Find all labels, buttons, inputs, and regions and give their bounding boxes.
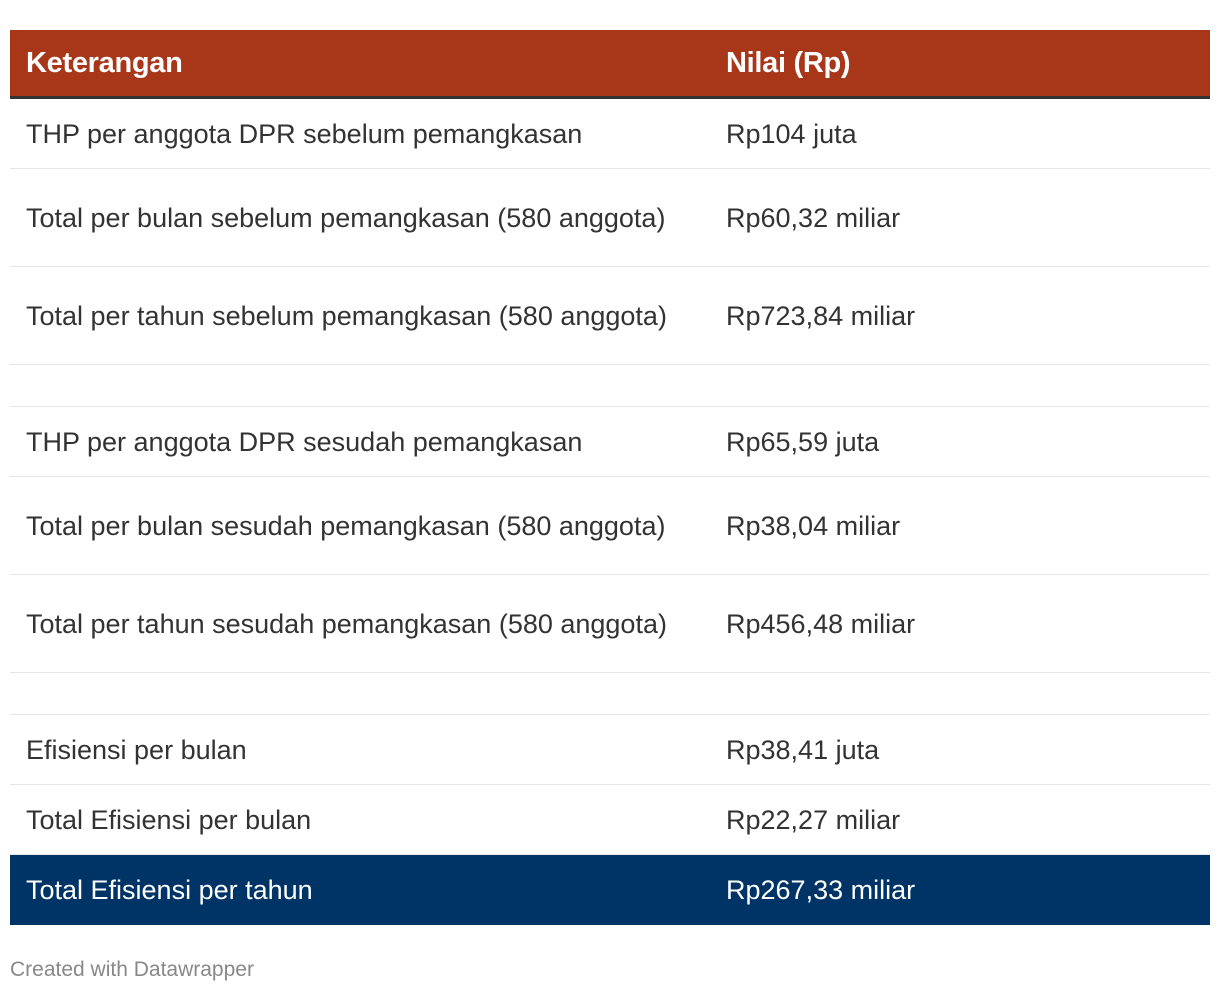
table-row: [10, 98, 1210, 169]
table-row: [10, 575, 1210, 673]
table-header-row: [10, 30, 1210, 98]
row-label: THP per anggota DPR sesudah pemangkasan: [10, 407, 710, 477]
row-value: [710, 673, 1210, 715]
row-value: Rp22,27 miliar: [710, 785, 1210, 855]
table-row: [10, 715, 1210, 785]
row-label: Total Efisiensi per tahun: [26, 875, 313, 905]
row-value: Rp456,48 miliar: [710, 575, 1210, 673]
row-label: Total Efisiensi per bulan: [10, 785, 710, 855]
column-header-keterangan: Keterangan: [10, 30, 710, 98]
spacer-row: [10, 365, 1210, 407]
row-value: Rp38,41 juta: [710, 715, 1210, 785]
table-row: [10, 407, 1210, 477]
highlight-row: [10, 855, 1210, 926]
row-label: THP per anggota DPR sebelum pemangkasan: [10, 98, 710, 169]
row-value: Rp60,32 miliar: [710, 169, 1210, 267]
row-value: Rp65,59 juta: [710, 407, 1210, 477]
row-label: Total per tahun sebelum pemangkasan (580 anggota): [10, 267, 710, 365]
row-value: Rp267,33 miliar: [726, 875, 916, 905]
row-label: [10, 365, 710, 407]
table-row: [10, 267, 1210, 365]
data-table: [10, 30, 1210, 925]
datawrapper-credit: Created with Datawrapper: [10, 958, 254, 981]
table-row: [10, 785, 1210, 855]
row-value: Rp38,04 miliar: [710, 477, 1210, 575]
spacer-row: [10, 673, 1210, 715]
table-body: [10, 98, 1210, 926]
row-label: [10, 673, 710, 715]
table-row: [10, 477, 1210, 575]
row-value: Rp723,84 miliar: [710, 267, 1210, 365]
column-header-nilai: Nilai (Rp): [710, 30, 1210, 98]
row-label: Total per tahun sesudah pemangkasan (580 anggota): [10, 575, 710, 673]
row-value: [710, 365, 1210, 407]
table-row: [10, 169, 1210, 267]
data-table-container: [10, 30, 1210, 925]
row-label: Total per bulan sebelum pemangkasan (580 anggota): [10, 169, 710, 267]
row-label: Efisiensi per bulan: [10, 715, 710, 785]
row-label: Total per bulan sesudah pemangkasan (580 anggota): [10, 477, 710, 575]
row-value: Rp104 juta: [710, 98, 1210, 169]
